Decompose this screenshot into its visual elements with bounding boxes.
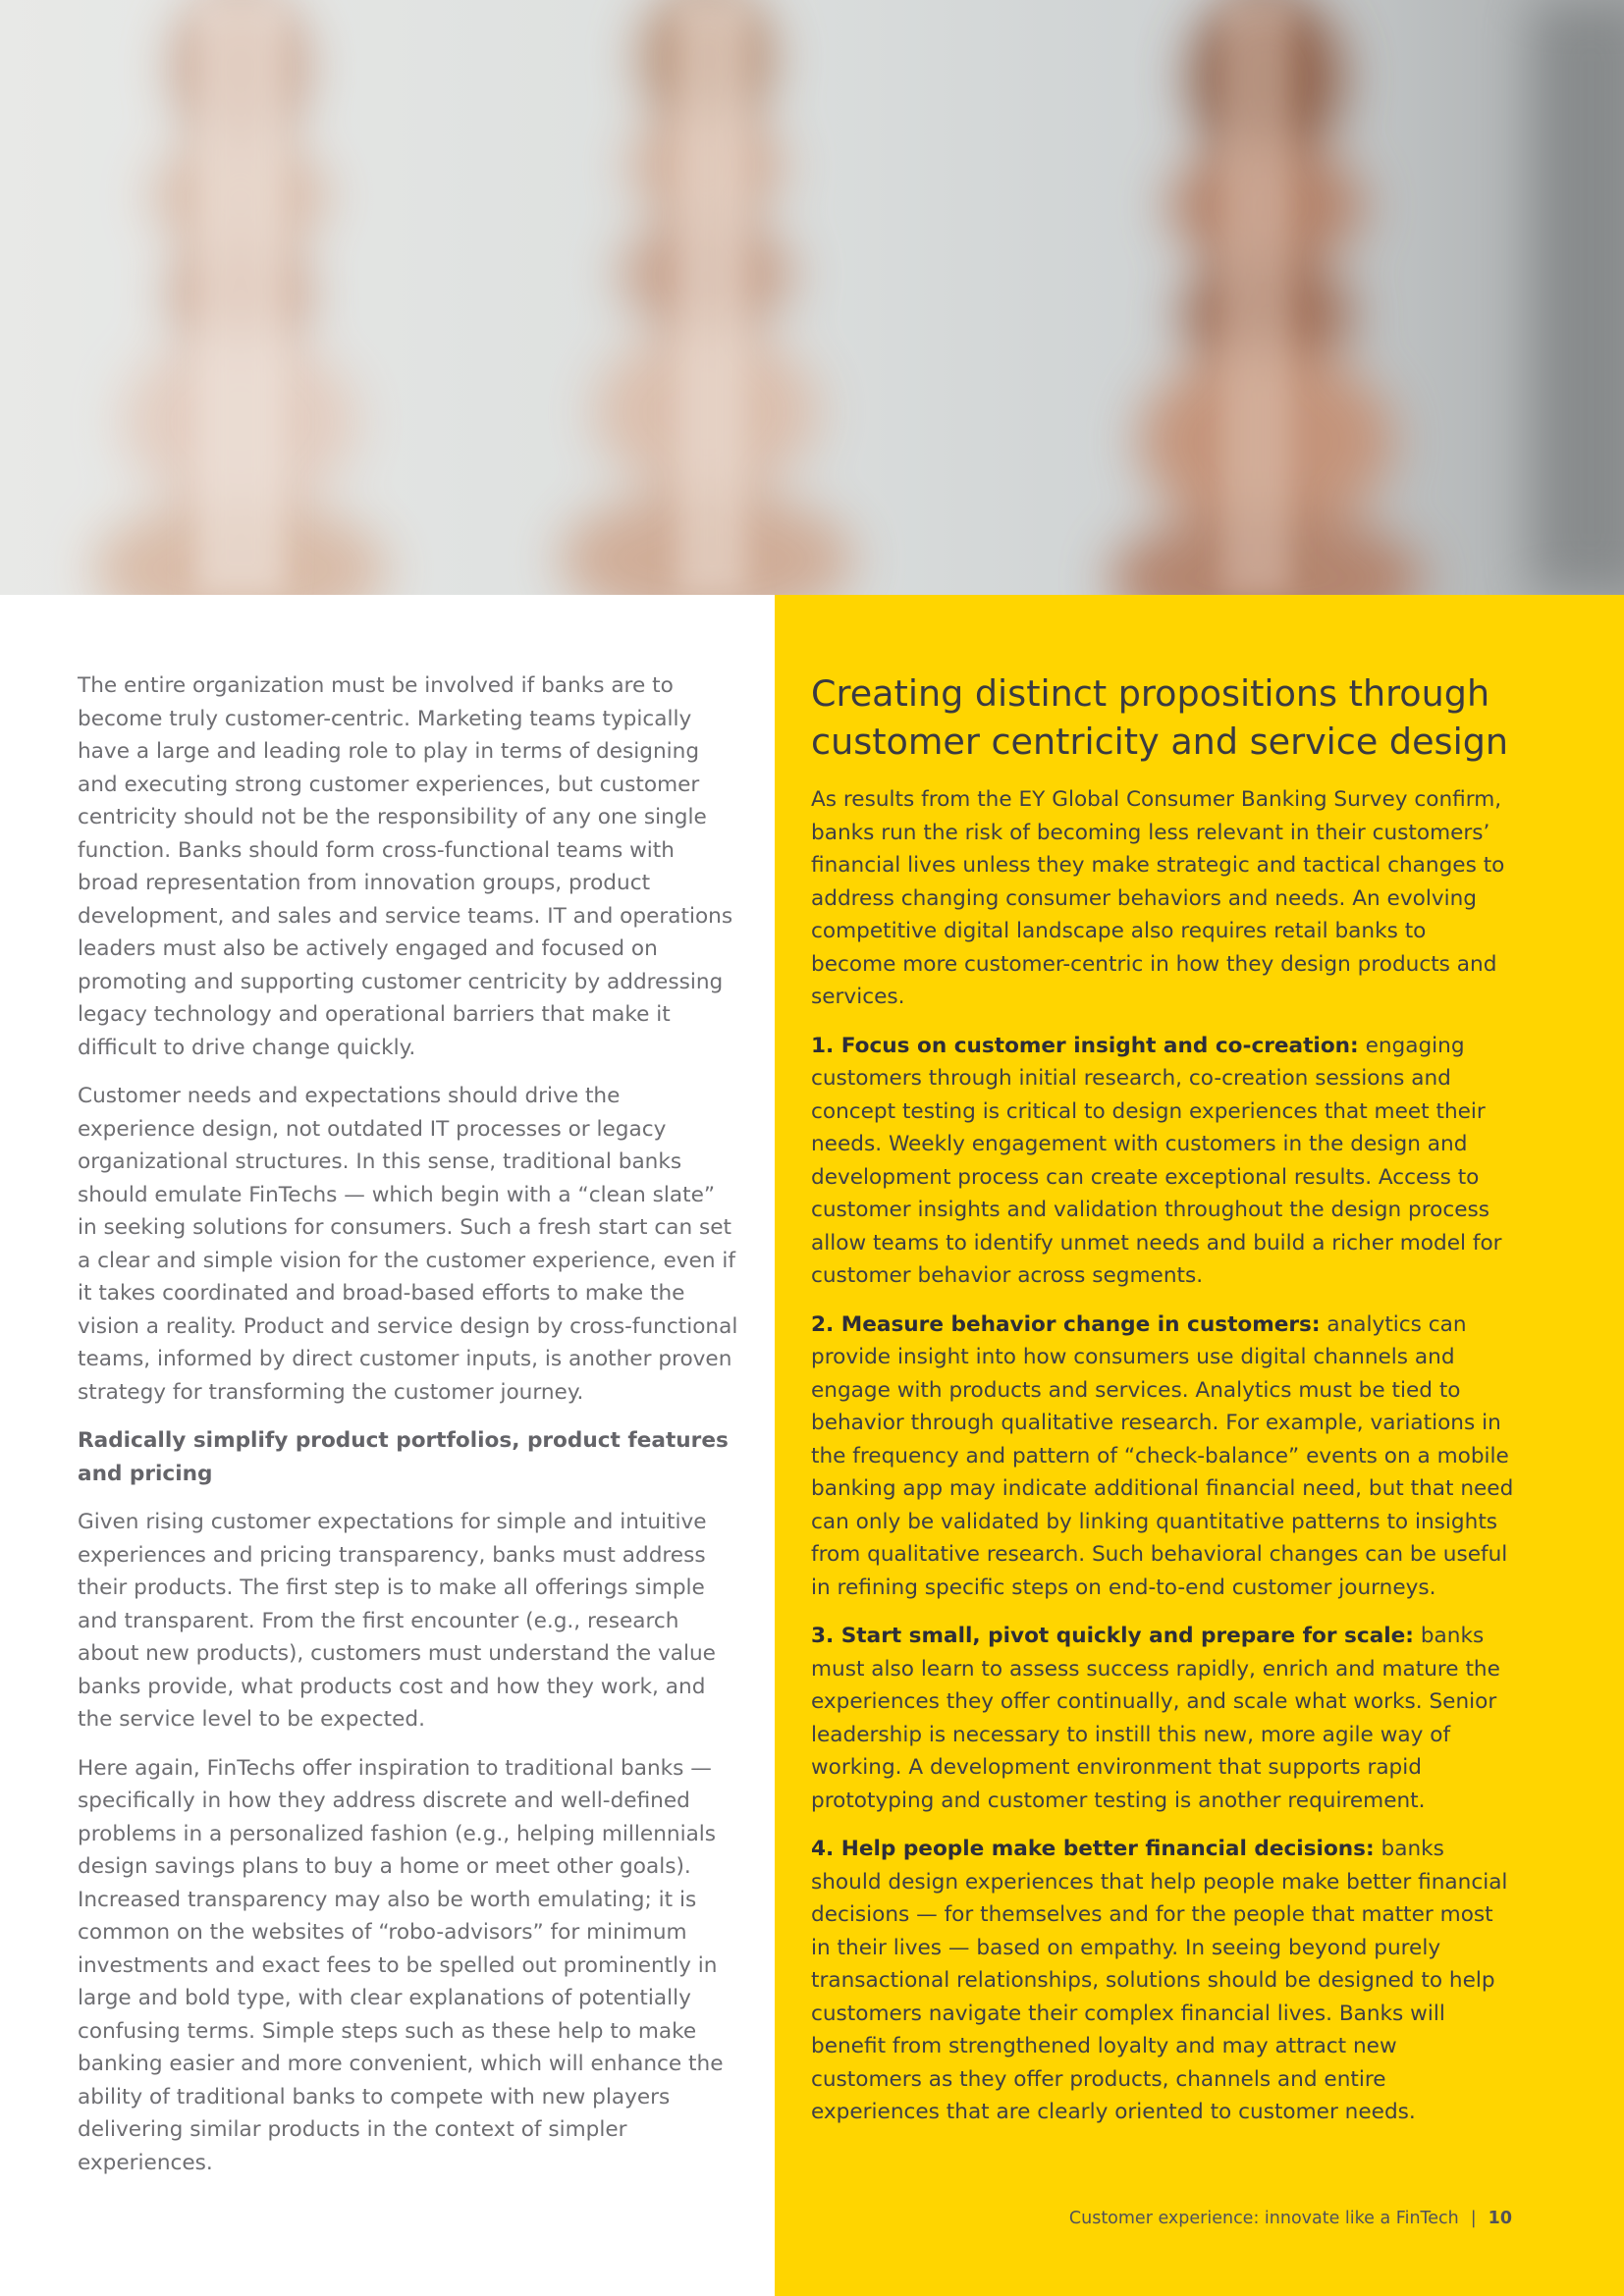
left-paragraph-2: Customer needs and expectations should drive the experience design, not outdated IT processes or legacy organizational structures. In this sense, traditional banks should emulate FinTechs — which begin with a “clean slate” in seeking solutions for consumers. Such a fresh start can set a clear and simple vision for the customer experience, even if it takes coordinated and broad-based efforts to make the vision a reality. Product and service design by cross-functional teams, informed by direct customer inputs, is another proven strategy for transforming the customer journey. [78,1084,738,1405]
panel-intro: As results from the EY Global Consumer Banking Survey confirm, banks run the risk of becoming less relevant in their customers’ financial lives unless they make strategic and tactical changes to address changing consumer behaviors and needs. An evolving competitive digital landscape also requires retail banks to become more customer-centric in how they design products and services. [811,787,1505,1009]
right-column [811,669,1514,2145]
panel-title: Creating distinct propositions through customer centricity and service design [811,672,1509,763]
footer-separator: | [1470,2209,1477,2228]
item-lead: 2. Measure behavior change in customers: [811,1311,1321,1337]
item-lead: 4. Help people make better financial decisions: [811,1837,1375,1861]
item-text: engaging customers through initial research, co-creation sessions and concept testing is critical to design experiences that meet their needs. Weekly engagement with customers in the design and development process can create exceptional results. Access to customer insights and validation throughout the design process allow teams to identify unmet needs and build a richer model for customer behavior across segments. [811,1033,1502,1288]
left-paragraph-4: Here again, FinTechs offer inspiration to traditional banks — specifically in how they address discrete and well-defined problems in a personalized fashion (e.g., helping millennials design savings plans to buy a home or meet other goals). Increased transparency may also be worth emulating; it is common on the websites of “robo-advisors” for minimum investments and exact fees to be spelled out prominently in large and bold type, with clear explanations of potentially confusing terms. Simple steps such as these help to make banking easier and more convenient, which will enhance the ability of traditional banks to compete with new players delivering similar products in the context of simpler experiences. [78,1755,724,2175]
section-subheading: Radically simplify product portfolios, product features and pricing [78,1428,729,1486]
footer-label: Customer experience: innovate like a FinTech [1068,2209,1459,2228]
page-footer [1069,2209,1512,2228]
page-number: 10 [1488,2209,1512,2228]
list-item [811,1620,1514,1817]
item-lead: 1. Focus on customer insight and co-creation: [811,1033,1359,1058]
list-item [811,1308,1514,1605]
hero-image [0,0,1624,595]
left-paragraph-3: Given rising customer expectations for simple and intuitive experiences and pricing transparency, banks must address their products. The first step is to make all offerings simple and transparent. From the first encounter (e.g., research about new products), customers must understand the value banks provide, what products cost and how they work, and the service level to be expected. [78,1510,716,1732]
left-column [78,669,739,2195]
list-item [811,1030,1514,1293]
item-text: analytics can provide insight into how consumers use digital channels and engage with products and services. Analytics must be tied to behavior through qualitative research. For example, variations in the frequency and pattern of “check-balance” events on a mobile banking app may indicate additional financial need, but that need can only be validated by linking quantitative patterns to insights from qualitative research. Such behavioral changes can be useful in refining specific steps on end-to-end customer journeys. [811,1311,1514,1600]
item-lead: 3. Start small, pivot quickly and prepare for scale: [811,1624,1414,1648]
item-text: banks must also learn to assess success rapidly, enrich and mature the experiences they offer continually, and scale what works. Senior leadership is necessary to instill this new, more agile way of working. A development environment that supports rapid prototyping and customer testing is another requirement. [811,1624,1500,1813]
item-text: banks should design experiences that help people make better financial decisions — for themselves and for the people that matter most in their lives — based on empathy. In seeing beyond purely transactional relationships, solutions should be designed to help customers navigate their complex financial lives. Banks will benefit from strengthened loyalty and may attract new customers as they offer products, channels and entire experiences that are clearly oriented to customer needs. [811,1837,1508,2124]
chess-pieces-photo [0,0,1624,595]
left-paragraph-1: The entire organization must be involved if banks are to become truly customer-centric. Marketing teams typically have a large and leading role to play in terms of designing and executing strong customer experiences, but customer centricity should not be the responsibility of any one single function. Banks should form cross-functional teams with broad representation from innovation groups, product development, and sales and service teams. IT and operations leaders must also be actively engaged and focused on promoting and supporting customer centricity by addressing legacy technology and operational barriers that make it difficult to drive change quickly. [78,673,733,1060]
list-item [811,1833,1514,2129]
